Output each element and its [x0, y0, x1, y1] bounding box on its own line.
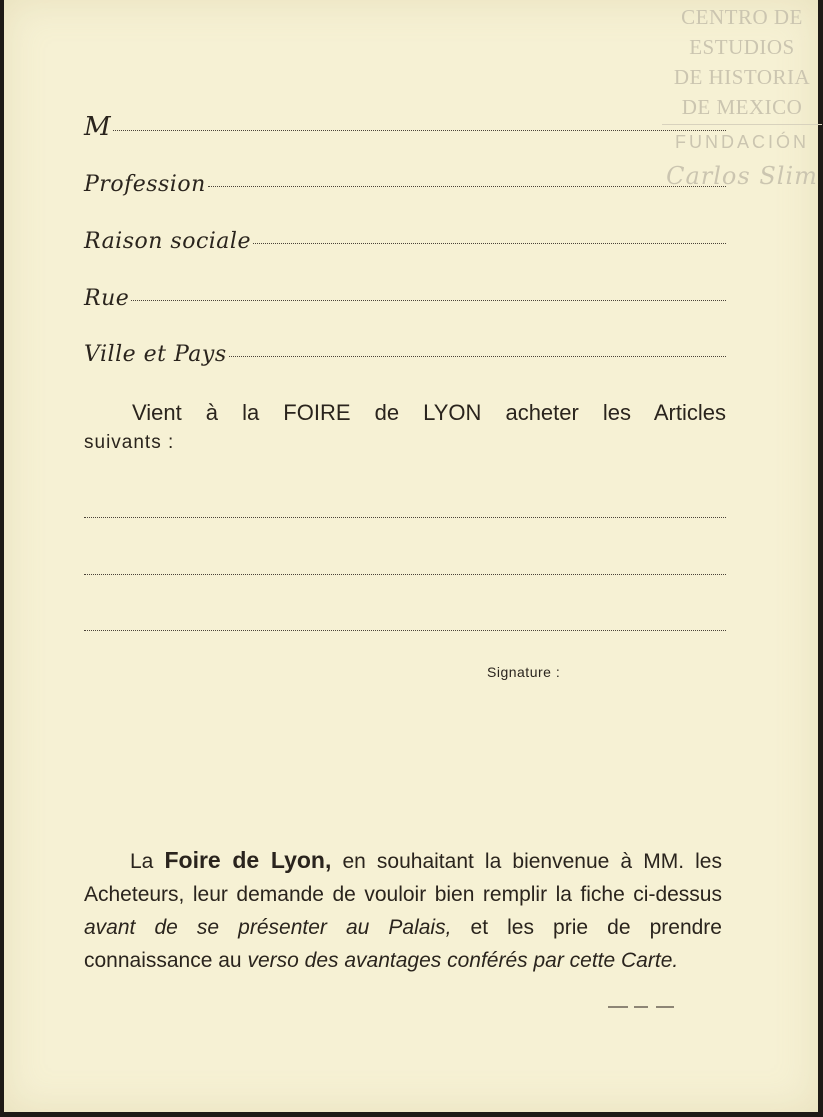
welcome-text-1: La: [130, 850, 154, 873]
paper-mark: [656, 1006, 674, 1008]
field-name-label: M: [84, 112, 112, 142]
welcome-text-5: verso des avantages conférés par cette Carte.: [247, 949, 679, 972]
welcome-text-4: et les prie de prendre connaissance au: [84, 916, 722, 972]
welcome-paragraph: [84, 844, 722, 977]
field-rue-line[interactable]: [131, 300, 726, 301]
field-ville-pays-line[interactable]: [229, 356, 726, 357]
signature-label: Signature :: [487, 664, 561, 680]
welcome-fair-name: Foire de Lyon,: [164, 847, 332, 873]
watermark-line: ESTUDIOS: [689, 35, 795, 59]
intro-line-2: suivants :: [84, 432, 175, 453]
articles-line-1[interactable]: [84, 517, 726, 518]
field-rue-label: Rue: [84, 286, 130, 311]
field-ville-pays-label: Ville et Pays: [84, 342, 227, 367]
field-rue[interactable]: [84, 286, 726, 311]
watermark-line: CENTRO DE: [681, 5, 803, 29]
welcome-text-2: en souhaitant la bienvenue à MM. les Acheteurs, leur demande de vouloir bien remplir la fiche ci-dessus: [84, 850, 722, 906]
field-name-line[interactable]: [113, 130, 726, 131]
watermark-line: DE MEXICO: [681, 95, 803, 119]
articles-line-3[interactable]: [84, 630, 726, 631]
field-raison-sociale[interactable]: [84, 229, 726, 254]
field-raison-sociale-line[interactable]: [253, 243, 726, 244]
welcome-text-3: avant de se présenter au Palais,: [84, 916, 452, 939]
field-profession[interactable]: [84, 172, 726, 197]
intro-text: [84, 398, 726, 458]
watermark-signature: Carlos Slim: [666, 162, 818, 190]
field-raison-sociale-label: Raison sociale: [84, 229, 251, 254]
watermark-fundacion: FUNDACIÓN: [675, 132, 809, 152]
field-name[interactable]: [84, 112, 726, 142]
archive-watermark: [662, 2, 822, 191]
fair-card: [4, 0, 818, 1112]
articles-line-2[interactable]: [84, 574, 726, 575]
field-profession-label: Profession: [84, 172, 206, 197]
watermark-line: DE HISTORIA: [673, 65, 811, 89]
field-ville-pays[interactable]: [84, 342, 726, 367]
intro-line-1: Vient à la FOIRE de LYON acheter les Articles: [132, 400, 726, 425]
paper-mark: [634, 1006, 648, 1008]
paper-mark: [608, 1006, 628, 1008]
field-profession-line[interactable]: [208, 186, 726, 187]
